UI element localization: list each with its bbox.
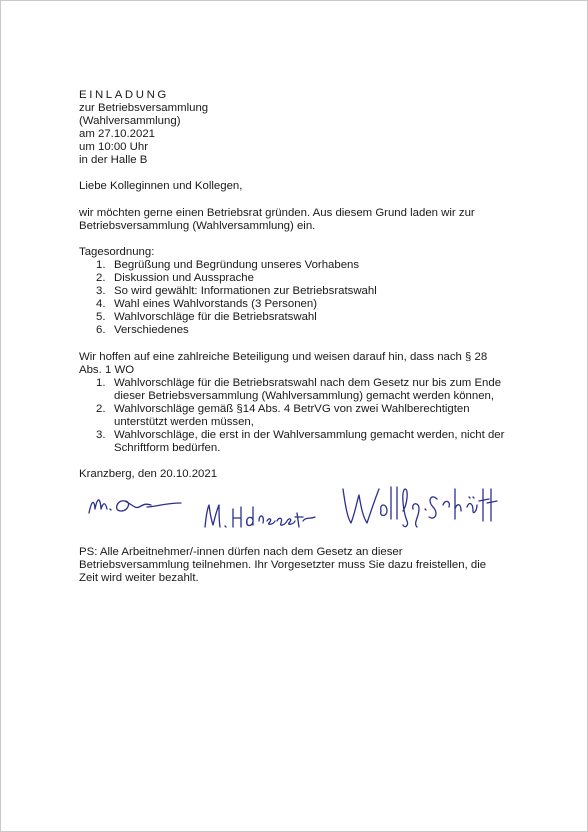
agenda-item bbox=[96, 311, 377, 324]
agenda-item-number: 1. bbox=[96, 259, 106, 271]
agenda-item-number: 5. bbox=[96, 311, 106, 323]
wo-item-text: Wahlvorschläge, die erst in der Wahlversammlung gemacht werden, nicht der bbox=[114, 429, 505, 441]
wo-item-number: 1. bbox=[96, 377, 106, 389]
meeting-date: am 27.10.2021 bbox=[79, 128, 155, 140]
wo-item-text: Schriftform bedürfen. bbox=[114, 442, 221, 454]
agenda-list bbox=[96, 259, 377, 337]
ps-line-3: Zeit wird weiter bezahlt. bbox=[79, 572, 199, 584]
agenda-item-text: So wird gewählt: Informationen zur Betriebsratswahl bbox=[114, 285, 377, 297]
meeting-place: in der Halle B bbox=[79, 154, 148, 166]
wo-item bbox=[96, 429, 504, 455]
agenda-item-number: 2. bbox=[96, 272, 106, 284]
signature-2 bbox=[201, 499, 319, 533]
meeting-time: um 10:00 Uhr bbox=[79, 141, 149, 153]
header-line-1: zur Betriebsversammlung bbox=[79, 102, 209, 114]
notice-line-1: Wir hoffen auf eine zahlreiche Beteiligung und weisen darauf hin, dass nach § 28 bbox=[79, 351, 488, 363]
wo-item-text: dieser Betriebsversammlung (Wahlversammlung) gemacht werden können, bbox=[114, 390, 495, 402]
agenda-item bbox=[96, 285, 377, 298]
wo-item bbox=[96, 377, 504, 403]
signature-1 bbox=[85, 489, 185, 523]
agenda-item bbox=[96, 259, 377, 272]
header-line-2: (Wahlversammlung) bbox=[79, 115, 181, 127]
wo-item-text: Wahlvorschläge für die Betriebsratswahl nach dem Gesetz nur bis zum Ende bbox=[114, 377, 502, 389]
agenda-item bbox=[96, 272, 377, 285]
agenda-item-number: 4. bbox=[96, 298, 106, 310]
wo-item bbox=[96, 403, 504, 429]
wo-item-text: Wahlvorschläge gemäß §14 Abs. 4 BetrVG von zwei Wahlberechtigten bbox=[114, 403, 470, 415]
agenda-item-text: Verschiedenes bbox=[114, 324, 189, 336]
document-title: EINLADUNG bbox=[79, 89, 169, 101]
intro-line-1: wir möchten gerne einen Betriebsrat gründen. Aus diesem Grund laden wir zur bbox=[79, 207, 475, 219]
ps-line-1: PS: Alle Arbeitnehmer/-innen dürfen nach dem Gesetz an dieser bbox=[79, 546, 403, 558]
agenda-item bbox=[96, 298, 377, 311]
agenda-heading: Tagesordnung: bbox=[79, 246, 155, 258]
notice-line-2: Abs. 1 WO bbox=[79, 364, 135, 376]
agenda-item-text: Begrüßung und Begründung unseres Vorhabens bbox=[114, 259, 360, 271]
ps-line-2: Betriebsversammlung teilnehmen. Ihr Vorgesetzter muss Sie dazu freistellen, die bbox=[79, 559, 487, 571]
intro-line-2: Betriebsversammlung (Wahlversammlung) ein. bbox=[79, 220, 316, 232]
agenda-item-text: Diskussion und Aussprache bbox=[114, 272, 254, 284]
salutation: Liebe Kolleginnen und Kollegen, bbox=[79, 180, 243, 192]
signature-3 bbox=[339, 481, 501, 531]
agenda-item-number: 3. bbox=[96, 285, 106, 297]
place-date: Kranzberg, den 20.10.2021 bbox=[79, 468, 218, 480]
agenda-item bbox=[96, 324, 377, 337]
wo-item-number: 3. bbox=[96, 429, 106, 441]
agenda-item-text: Wahl eines Wahlvorstands (3 Personen) bbox=[114, 298, 318, 310]
wo-list bbox=[96, 377, 504, 455]
agenda-item-number: 6. bbox=[96, 324, 106, 336]
wo-item-text: unterstützt werden müssen, bbox=[114, 416, 254, 428]
agenda-item-text: Wahlvorschläge für die Betriebsratswahl bbox=[114, 311, 317, 323]
wo-item-number: 2. bbox=[96, 403, 106, 415]
